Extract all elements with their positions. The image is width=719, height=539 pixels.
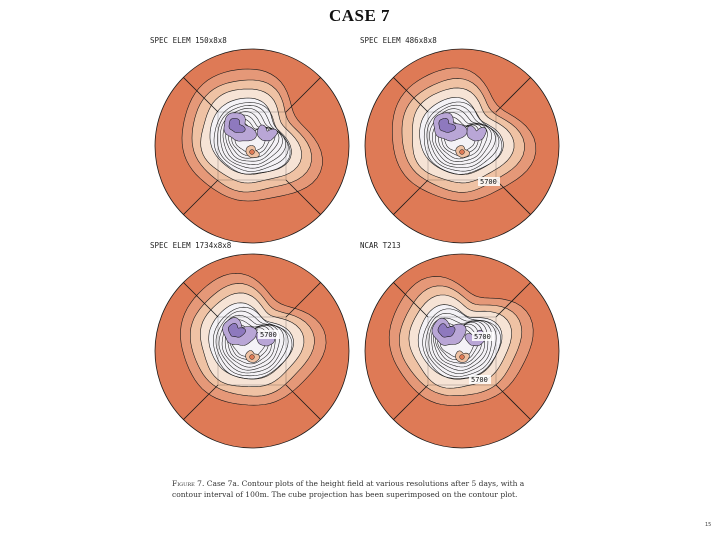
panel-label: NCAR T213 xyxy=(360,241,401,250)
height-contour xyxy=(250,355,255,360)
caption-text: Case 7a. Contour plots of the height field at various resolutions after 5 days, with a contour interval of 100m. The cube projection has been superimposed on the contour plot. xyxy=(172,479,525,499)
contour-plot xyxy=(152,46,352,246)
contour-value-label: 5700 xyxy=(471,376,488,384)
contour-plot xyxy=(362,46,562,246)
height-contour xyxy=(250,150,255,155)
contour-panel-top-right xyxy=(360,36,565,244)
page-title: CASE 7 xyxy=(328,6,391,25)
contour-value-label: 5700 xyxy=(260,331,277,339)
contour-panel-bottom-left xyxy=(150,241,355,449)
figure-caption xyxy=(172,478,552,500)
panel-label: SPEC ELEM 1734x8x8 xyxy=(150,241,232,250)
contour-panel-top-left xyxy=(150,36,355,244)
height-contour xyxy=(460,355,465,360)
height-contour xyxy=(460,150,465,155)
panel-label: SPEC ELEM 486x8x8 xyxy=(360,36,437,45)
page-number: 15 xyxy=(705,522,712,528)
contour-plot xyxy=(152,251,352,451)
contour-value-label: 5700 xyxy=(474,333,491,341)
contour-value-label: 5700 xyxy=(480,178,497,186)
panel-label: SPEC ELEM 150x8x8 xyxy=(150,36,227,45)
figure-label: Figure 7. xyxy=(172,479,205,488)
contour-panel-bottom-right xyxy=(360,241,565,449)
contour-plot xyxy=(362,251,562,451)
